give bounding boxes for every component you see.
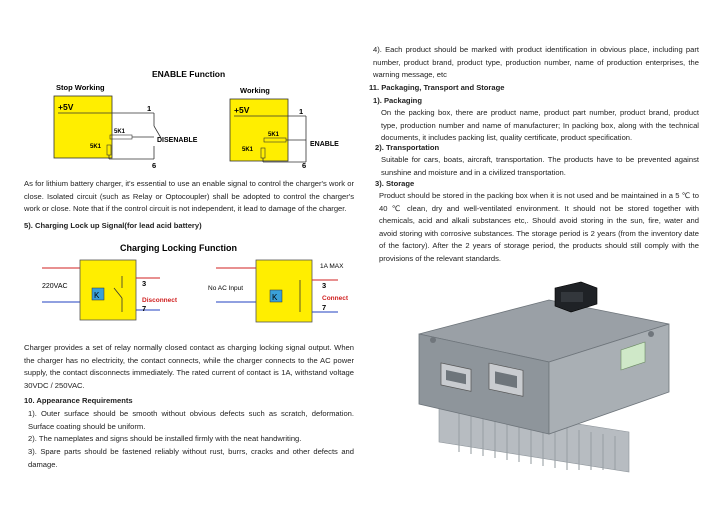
enable-label: ENABLE [310,141,339,148]
appearance-item-2: 2). The nameplates and signs should be installed firmly with the neat handwriting. [28,434,302,443]
v5-right: +5V [234,105,250,115]
locking-figure-title: Charging Locking Function [120,243,237,253]
storage-heading: 3). Storage [375,179,415,188]
transport-paragraph: Suitable for cars, boats, aircraft, transportation. The products have to be prevented against sunshine and moisture and in a civilized transportation. [381,155,699,177]
enable-paragraph: As for lithium battery charger, it's essential to use an enable signal to control the charger's work or close. Isolated circuit (such as Relay or Optocoupler) shall be adopted to control the charger's work or close. Note that if the control circuit is not independent, it lead to damage of the charger. [24,179,354,214]
r-5k1-right-a: 5K1 [268,132,280,138]
charging-locking-figure [38,240,358,332]
disconnect-label: Disconnect [142,297,178,304]
pin1-left: 1 [147,104,152,113]
r-5k1-left-b: 5K1 [90,144,102,150]
pin7-left: 7 [142,304,147,313]
packaging-paragraph: On the packing box, there are product name, product part number, product brand, product type, production number and name of manufacturer; In packing box, along with the technical documents, it includes packing list, quality certificate, product specification. [381,108,699,143]
relay-k-right: K [272,293,278,302]
heading-appearance: 10. Appearance Requirements [24,396,133,405]
pin3-right: 3 [322,281,327,290]
1a-max-label: 1A MAX [320,263,344,270]
working-label: Working [240,86,270,95]
pin1-right: 1 [299,107,304,116]
charger-product-image [399,282,689,482]
transport-heading: 2). Transportation [375,143,440,152]
item-4-paragraph: 4). Each product should be marked with product identification in obvious place, including part number, product brand, product type, production number, name of production enterprises, the warning message, etc [373,45,699,80]
left-column [24,0,354,510]
relay-k-left: K [94,291,100,300]
lock-left-box [80,260,136,320]
lock-right-box [256,260,312,322]
r-5k1-right-b: 5K1 [242,147,254,153]
connect-label: Connect [322,295,348,302]
ac-220-label: 220VAC [42,283,68,290]
right-column [369,0,699,510]
packaging-heading: 1). Packaging [373,96,422,105]
appearance-item-1: 1). Outer surface should be smooth without obvious defects such as scratch, deformation. Surface coating should be uniform. [28,409,354,431]
v5-left: +5V [58,102,74,112]
enable-figure-title: ENABLE Function [152,69,226,79]
enable-function-figure [54,66,339,170]
pin6-left: 6 [152,161,157,170]
r-5k1-left-a: 5K1 [114,129,126,135]
stop-working-label: Stop Working [56,83,105,92]
disenable-label: DISENABLE [157,137,198,144]
heading-packaging-transport: 11. Packaging, Transport and Storage [369,83,505,92]
pin3-left: 3 [142,279,147,288]
pin6-right: 6 [302,161,307,170]
heading-charging-lock: 5). Charging Lock up Signal(for lead acid battery) [24,221,202,230]
pin7-right: 7 [322,303,327,312]
no-ac-input-label: No AC Input [208,285,244,292]
storage-paragraph: Product should be stored in the packing box when it is not used and be maintained in a 5 ℃ to 40 ℃ clean, dry and well-ventilated environment. It should not be stored together with chemicals, acid and alkali substances etc,. Should avoid storing in the sun, fire, water and avoid storing with corrosive substances. The storage period is 2 years (from the inventory date of the factory). After the 2 years of storage period, the products should still comply with the provisions of the relevant standards. [379,191,699,263]
locking-paragraph: Charger provides a set of relay normally closed contact as charging locking signal output. When the charger has no electricity, the contact connects, while the charger connects to the AC power supply, the contact disconnects immediately. The rated current of contact is 1A, withstand voltage 30VDC / 250VAC. [24,343,354,390]
appearance-item-3: 3). Spare parts should be fastened reliably without rust, burrs, cracks and other defects and damage. [28,447,354,469]
